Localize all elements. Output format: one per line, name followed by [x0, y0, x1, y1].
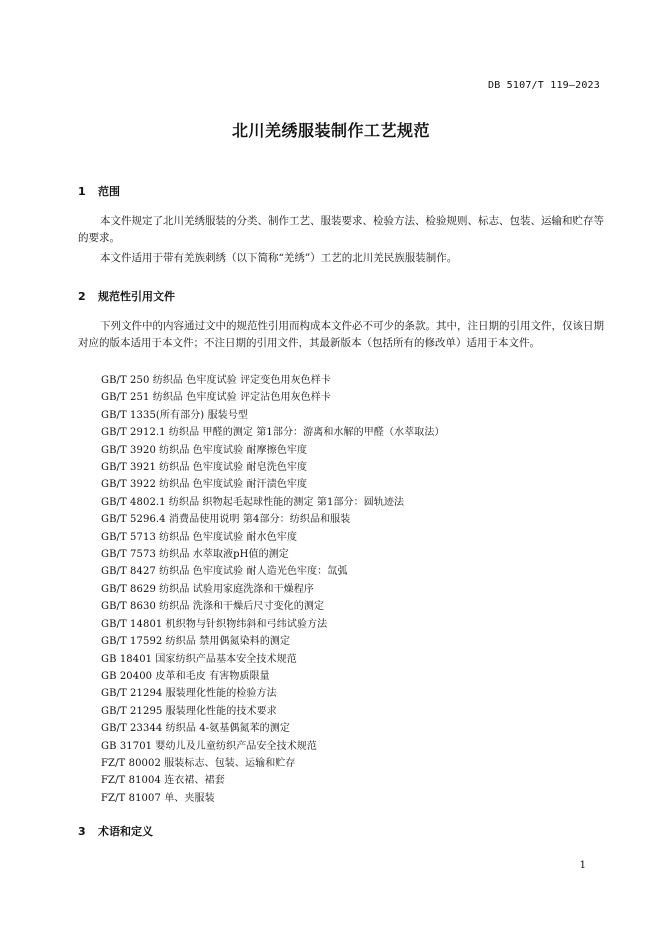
- reference-item: GB/T 8427 纺织品 色牢度试验 耐人造光色牢度：氙弧: [101, 566, 348, 578]
- section-number: 3: [78, 825, 86, 838]
- scope-paragraph-1: 本文件规定了北川羌绣服装的分类、制作工艺、服装要求、检验方法、检验规则、标志、包装、运输和贮存等的要求。: [78, 215, 604, 244]
- reference-item: GB/T 8630 纺织品 洗涤和干燥后尺寸变化的测定: [101, 601, 325, 613]
- document-title: 北川羌绣服装制作工艺规范: [231, 121, 430, 140]
- section-heading-normative-references: [78, 288, 175, 304]
- reference-item: GB/T 250 纺织品 色牢度试验 评定变色用灰色样卡: [101, 375, 331, 386]
- reference-item: GB/T 3922 纺织品 色牢度试验 耐汗渍色牢度: [101, 479, 308, 491]
- reference-item: GB/T 8629 纺织品 试验用家庭洗涤和干燥程序: [101, 583, 314, 595]
- reference-item: GB/T 21294 服装理化性能的检验方法: [101, 688, 277, 700]
- reference-item: GB/T 5296.4 消费品使用说明 第4部分：纺织品和服装: [101, 514, 351, 526]
- normative-intro-paragraph: 下列文件中的内容通过文中的规范性引用而构成本文件必不可少的条款。其中，注日期的引用文件，仅该日期对应的版本适用于本文件；不注日期的引用文件，其最新版本（包括所有的修改单）适用于本文件。: [78, 320, 604, 349]
- section-heading-terms-definitions: [78, 823, 153, 839]
- reference-item: GB/T 4802.1 纺织品 织物起毛起球性能的测定 第1部分：圆轨迹法: [101, 496, 405, 508]
- section-title: 术语和定义: [98, 825, 153, 838]
- reference-item: GB 18401 国家纺织产品基本安全技术规范: [101, 653, 297, 665]
- reference-item: GB/T 23344 纺织品 4-氨基偶氮苯的测定: [101, 723, 290, 735]
- section-number: 2: [78, 290, 86, 303]
- section-heading-scope: [78, 183, 120, 199]
- reference-item: FZ/T 80002 服装标志、包装、运输和贮存: [101, 757, 296, 769]
- reference-item: FZ/T 81004 连衣裙、裙套: [101, 775, 225, 787]
- reference-item: GB/T 21295 服装理化性能的技术要求: [101, 705, 277, 717]
- reference-item: GB 31701 婴幼儿及儿童纺织产品安全技术规范: [101, 740, 318, 752]
- reference-list: [101, 372, 445, 807]
- scope-paragraph-2: 本文件适用于带有羌族刺绣（以下简称“羌绣”）工艺的北川羌民族服装制作。: [100, 252, 458, 264]
- reference-item: GB/T 1335(所有部分) 服装号型: [101, 409, 248, 421]
- reference-item: GB/T 251 纺织品 色牢度试验 评定沾色用灰色样卡: [101, 392, 331, 404]
- document-code: DB 5107/T 119—2023: [488, 80, 600, 91]
- reference-item: GB/T 7573 纺织品 水萃取液pH值的测定: [101, 549, 289, 561]
- section-title: 范围: [98, 185, 120, 198]
- reference-item: GB/T 14801 机织物与针织物纬斜和弓纬试验方法: [101, 618, 328, 630]
- reference-item: GB/T 17592 纺织品 禁用偶氮染料的测定: [101, 636, 291, 648]
- section-number: 1: [78, 185, 86, 198]
- reference-item: GB/T 3921 纺织品 色牢度试验 耐皂洗色牢度: [101, 462, 308, 474]
- reference-item: GB/T 2912.1 纺织品 甲醛的测定 第1部分：游离和水解的甲醛（水萃取法）: [101, 427, 445, 439]
- reference-item: GB/T 3920 纺织品 色牢度试验 耐摩擦色牢度: [101, 444, 308, 456]
- page-number: 1: [579, 860, 586, 871]
- section-title: 规范性引用文件: [98, 290, 175, 303]
- reference-item: GB/T 5713 纺织品 色牢度试验 耐水色牢度: [101, 531, 298, 543]
- reference-item: GB 20400 皮革和毛皮 有害物质限量: [101, 670, 270, 682]
- reference-item: FZ/T 81007 单、夹服装: [101, 792, 215, 804]
